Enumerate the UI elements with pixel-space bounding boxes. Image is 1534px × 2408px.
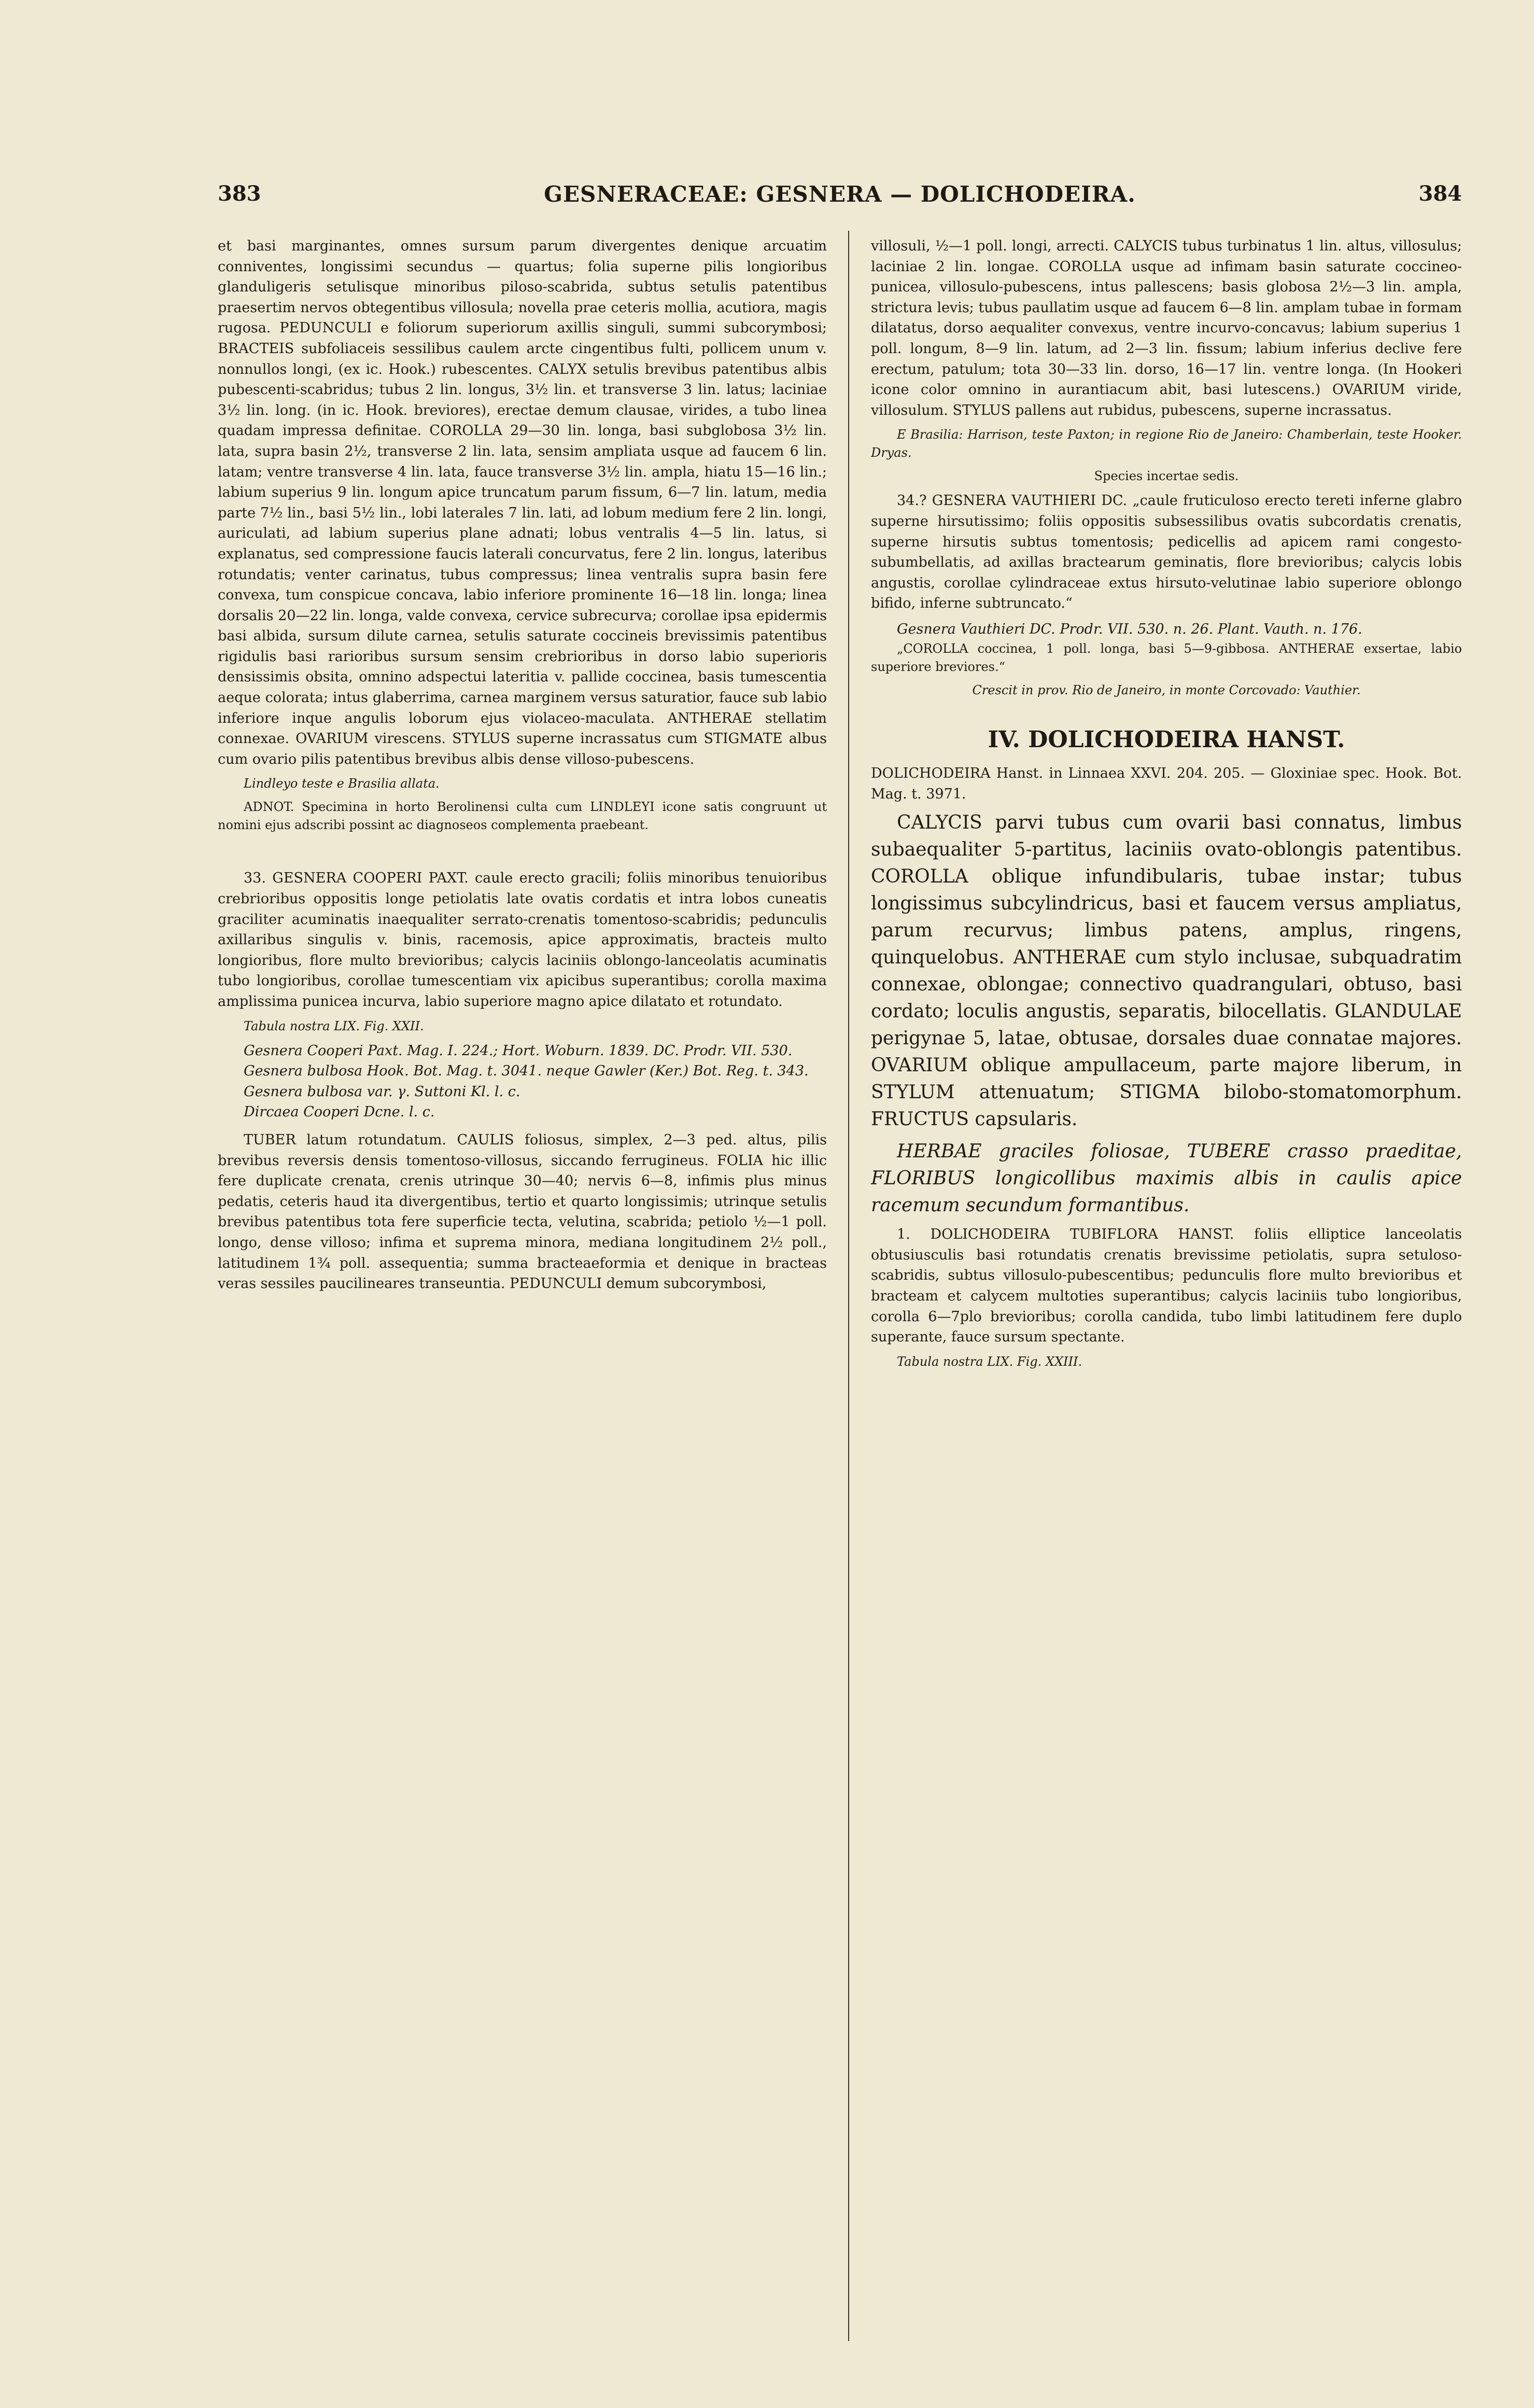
- species-34-citation: Gesnera Vauthieri DC. Prodr. VII. 530. n. 26. Plant. Vauth. n. 176.: [897, 621, 1362, 637]
- section-gap: [218, 839, 827, 868]
- plate-reference: Tabula nostra LIX. Fig. XXIII.: [897, 1354, 1082, 1369]
- species-34-quote: „COROLLA coccinea, 1 poll. longa, basi 5—9-gibbosa. ANTHERAE exsertae, labio superiore breviores.“: [871, 641, 1462, 674]
- genus-citation: DOLICHODEIRA Hanst. in Linnaea XXVI. 204. 205. — Gloxiniae spec. Hook. Bot. Mag. t. 3971.: [871, 765, 1462, 802]
- adnotatio: ADNOT. Specimina in horto Berolinensi culta cum LINDLEYI icone satis congruunt ut nomini ejus adscribi possint ac diagnoseos complementa praebeant.: [218, 800, 827, 833]
- paragraph: villosuli, ½—1 poll. longi, arrecti. CALYCIS tubus turbinatus 1 lin. altus, villosulus; laciniae 2 lin. longae. COROLLA usque ad infimam basin saturate coccineo-punicea, villosulo-pubescens, intus pallescens; basis globosa 2½—3 lin. ampla, strictura levis; tubus paullatim usque ad faucem 6—8 lin. amplam tubae in formam dilatatus, dorso aequaliter convexus, ventre incurvo-concavus; labium superius 1 poll. longum, 8—9 lin. latum, ad 2—3 lin. fissum; labium inferius declive fere erectum, patulum; tota 30—33 lin. dorso, 16—17 lin. ventre longa. (In Hookeri icone color omnino in aurantiacum abit, basi lutescens.) OVARIUM viride, villosulum. STYLUS pallens aut rubidus, pubescens, superne incrassatus.: [871, 238, 1462, 418]
- paragraph: et basi marginantes, omnes sursum parum divergentes denique arcuatim conniventes, longissimi secundus — quartus; folia superne pilis longioribus glanduligeris setulisque minoribus piloso-scabrida, subtus setulis patentibus praesertim nervos obtegentibus villosula; novella prae ceteris mollia, acutiora, magis rugosa. PEDUNCULI e foliorum superiorum axillis singuli, summi subcorymbosi; BRACTEIS subfoliaceis sessilibus caulem arcte cingentibus fulti, pollicem unum v. nonnullos longi, (ex ic. Hook.) rubescentes. CALYX setulis brevibus patentibus albis pubescenti-scabridus; tubus 2 lin. longus, 3½ lin. et transverse 3 lin. latus; laciniae 3½ lin. long. (in ic. Hook. breviores), erectae demum clausae, virides, a tubo linea quadam impressa definitae. COROLLA 29—30 lin. longa, basi subglobosa 3½ lin. lata, supra basin 2½, transverse 2 lin. lata, sensim ampliata usque ad faucem 6 lin. latam; ventre transverse 4 lin. lata, fauce transverse 3½ lin. ampla, hiatu 15—16 lin.; labium superius 9 lin. longum apice truncatum parum fissum, 6—7 lin. latum, media parte 7½ lin., basi 5½ lin., lobi laterales 7 lin. lati, ad lobum medium fere 2 lin. longi, auriculati, ad labium superius plane adnati; lobus ventralis 4—5 lin. latus, si explanatus, sed compressione faucis laterali concurvatus, fere 2 lin. longus, lateribus rotundatis; venter carinatus, tubus compressus; linea ventralis supra basin fere convexa, tum conspicue concava, labio inferiore prominente 16—18 lin. longa; linea dorsalis 20—22 lin. longa, valde convexa, cervice subrecurva; corollae ipsa epidermis basi albida, sursum dilute carnea, setulis saturate coccineis brevissimis patentibus rigidulis basi rarioribus sursum sensim crebrioribus in dorso labio superioris densissimis obsita, omnino adspectui lateritia v. pallide coccinea, basis tumescentia aeque colorata; intus glaberrima, carnea marginem versus saturatior, fauce sub labio inferiore inque angulis loborum ejus violaceo-maculata. ANTHERAE stellatim connexae. OVARIUM virescens. STYLUS superne incrassatus cum STIGMATE albus cum ovario pilis patentibus brevibus albis dense villoso-pubescens.: [218, 238, 827, 767]
- column-divider: [848, 231, 849, 2341]
- synonym: Gesnera bulbosa Hook. Bot. Mag. t. 3041. neque Gawler (Ker.) Bot. Reg. t. 343.: [244, 1063, 809, 1080]
- page-header: [218, 181, 1462, 213]
- species-33-description: TUBER latum rotundatum. CAULIS foliosus, simplex, 2—3 ped. altus, pilis brevibus reversis densis tomentoso-villosus, siccando ferrugineus. FOLIA hic illic fere duplicate crenata, crenis utrinque 30—40; nervis 6—8, infimis plus minus pedatis, ceteris haud ita divergentibus, tertio et quarto longissimis; utrinque setulis brevibus patentibus tota fere superficie tecta, velutina, scabrida; petiolo ½—1 poll. longo, dense villoso; infima et suprema minora, mediana longitudinem 2½ poll., latitudinem 1¾ poll. assequentia; summa bracteaeformia et denique in bracteas veras sessiles paucilineares transeuntia. PEDUNCULI demum subcorymbosi,: [218, 1131, 827, 1292]
- origin-note: E Brasilia: Harrison, teste Paxton; in regione Rio de Janeiro: Chamberlain, teste Hooker. Dryas.: [871, 427, 1462, 460]
- origin-note: Lindleyo teste e Brasilia allata.: [244, 776, 440, 791]
- species-1-diagnosis: 1. DOLICHODEIRA TUBIFLORA HANST. foliis elliptice lanceolatis obtusiusculis basi rotundatis crenatis brevissime petiolatis, supra setuloso-scabridis, subtus villosulo-pubescentibus; pedunculis flore multo brevioribus et bracteam et calycem multoties superantibus; calycis laciniis tubo longioribus, corolla 6—7plo brevioribus; corolla candida, tubo limbi latitudinem fere duplo superante, fauce sursum spectante.: [871, 1226, 1462, 1346]
- page-number-left: 383: [218, 181, 261, 206]
- plate-reference: Tabula nostra LIX. Fig. XXII.: [244, 1018, 424, 1033]
- right-column: [871, 236, 1462, 1376]
- species-34-diagnosis: 34.? GESNERA VAUTHIERI DC. „caule fruticuloso erecto tereti inferne glabro superne hirsutissimo; foliis oppositis subsessilibus ovatis subcordatis crenatis, superne hirsutis subtus tomentosis; pedicellis ad apicem rami congesto-subumbellatis, ad axillas bractearum geminatis, flore brevioribus; calycis lobis angustis, corollae cylindraceae extus hirsuto-velutinae labio superiore oblongo bifido, inferne subtruncato.“: [871, 493, 1462, 612]
- page-number-right: 384: [1418, 181, 1462, 206]
- left-column: [218, 236, 827, 1299]
- synonym: Gesnera bulbosa var. γ. Suttoni Kl. l. c.: [244, 1083, 520, 1100]
- synonym: Dircaea Cooperi Dcne. l. c.: [244, 1104, 435, 1121]
- genus-habit: HERBAE graciles foliosae, TUBERE crasso praeditae, FLORIBUS longicollibus maximis albis in caulis apice racemum secundum formantibus.: [871, 1141, 1462, 1216]
- incertae-sedis-heading: Species incertae sedis.: [1094, 469, 1239, 484]
- genus-description: CALYCIS parvi tubus cum ovarii basi connatus, limbus subaequaliter 5-partitus, laciniis ovato-oblongis patentibus. COROLLA oblique infundibularis, tubae instar; tubus longissimus subcylindricus, basi et faucem versus ampliatus, parum recurvus; limbus patens, amplus, ringens, quinquelobus. ANTHERAE cum stylo inclusae, subquadratim connexae, oblongae; connectivo quadrangulari, obtuso, basi cordato; loculis angustis, separatis, bilocellatis. GLANDULAE perigynae 5, latae, obtusae, dorsales duae connatae majores. OVARIUM oblique ampullaceum, parte majore liberum, in STYLUM attenuatum; STIGMA bilobo-stomatomorphum. FRUCTUS capsularis.: [871, 812, 1462, 1130]
- genus-heading: IV. DOLICHODEIRA HANST.: [988, 726, 1345, 753]
- species-34-origin: Crescit in prov. Rio de Janeiro, in monte Corcovado: Vauthier.: [972, 682, 1361, 697]
- synonym: Gesnera Cooperi Paxt. Mag. I. 224.; Hort. Woburn. 1839. DC. Prodr. VII. 530.: [244, 1042, 793, 1059]
- running-title: GESNERACEAE: GESNERA — DOLICHODEIRA.: [544, 181, 1136, 207]
- species-33-diagnosis: 33. GESNERA COOPERI PAXT. caule erecto gracili; foliis minoribus tenuioribus crebrioribus oppositis longe petiolatis late ovatis cordatis et intra lobos cuneatis graciliter acuminatis inaequaliter serrato-crenatis tomentoso-scabridis; pedunculis axillaribus singulis v. binis, racemosis, apice approximatis, bracteis multo longioribus, flore multo brevioribus; calycis laciniis oblongo-lanceolatis acuminatis tubo longioribus, corollae tumescentiam vix apicibus superantibus; corolla maxima amplissima punicea incurva, labio superiore magno apice dilatato et rotundato.: [218, 870, 827, 1010]
